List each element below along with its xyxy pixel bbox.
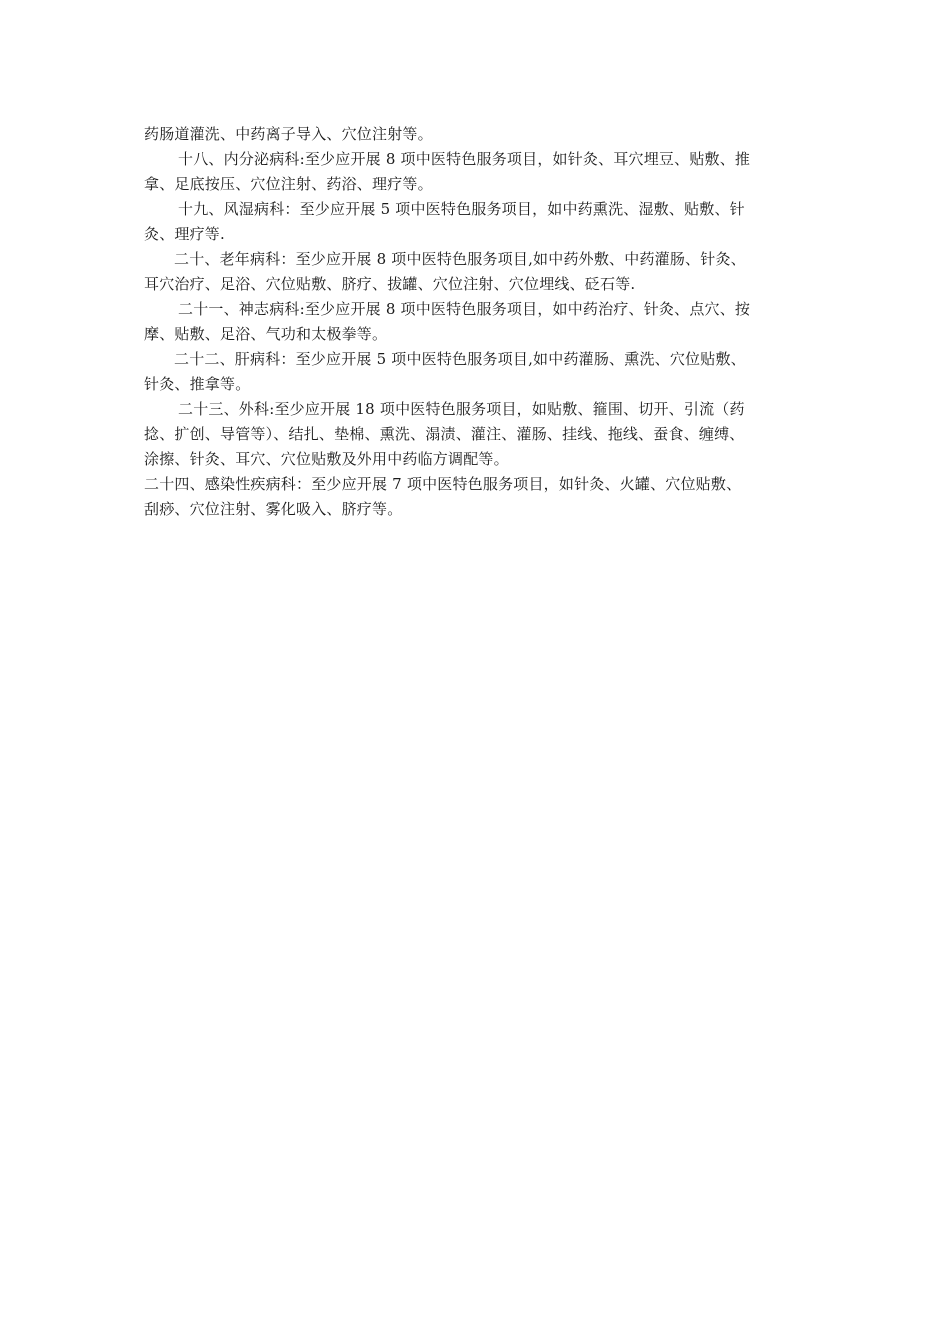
paragraph-surgery: 二十三、外科:至少应开展 18 项中医特色服务项目，如贴敷、箍围、切开、引流（药: [178, 400, 745, 418]
text-line: 耳穴治疗、足浴、穴位贴敷、脐疗、拔罐、穴位注射、穴位埋线、砭石等.: [144, 275, 636, 293]
paragraph-endocrinology: 十八、内分泌病科:至少应开展 8 项中医特色服务项目，如针灸、耳穴埋豆、贴敷、推: [178, 150, 751, 168]
paragraph-hepatology: 二十二、肝病科：至少应开展 5 项中医特色服务项目,如中药灌肠、熏洗、穴位贴敷、: [174, 350, 746, 368]
document-body: [144, 122, 820, 522]
paragraph-rheumatology: 十九、风湿病科：至少应开展 5 项中医特色服务项目，如中药熏洗、湿敷、贴敷、针: [178, 200, 745, 218]
text-line: 针灸、推拿等。: [144, 375, 251, 393]
text-line: 刮痧、穴位注射、雾化吸入、脐疗等。: [144, 500, 403, 518]
paragraph-infectious-diseases: 二十四、感染性疾病科：至少应开展 7 项中医特色服务项目，如针灸、火罐、穴位贴敷、: [144, 475, 742, 493]
text-line: 灸、理疗等.: [144, 225, 225, 243]
text-line: 捻、扩创、导管等）、结扎、垫棉、熏洗、溻渍、灌注、灌肠、挂线、拖线、蚕食、缠缚、: [144, 425, 745, 443]
paragraph-psychiatry: 二十一、神志病科:至少应开展 8 项中医特色服务项目，如中药治疗、针灸、点穴、按: [178, 300, 751, 318]
text-line: 摩、贴敷、足浴、气功和太极拳等。: [144, 325, 388, 343]
text-line: 拿、足底按压、穴位注射、药浴、理疗等。: [144, 175, 433, 193]
paragraph-geriatrics: 二十、老年病科：至少应开展 8 项中医特色服务项目,如中药外敷、中药灌肠、针灸、: [174, 250, 746, 268]
text-line: 涂擦、针灸、耳穴、穴位贴敷及外用中药临方调配等。: [144, 450, 509, 468]
text-line: 药肠道灌洗、中药离子导入、穴位注射等。: [144, 125, 433, 143]
